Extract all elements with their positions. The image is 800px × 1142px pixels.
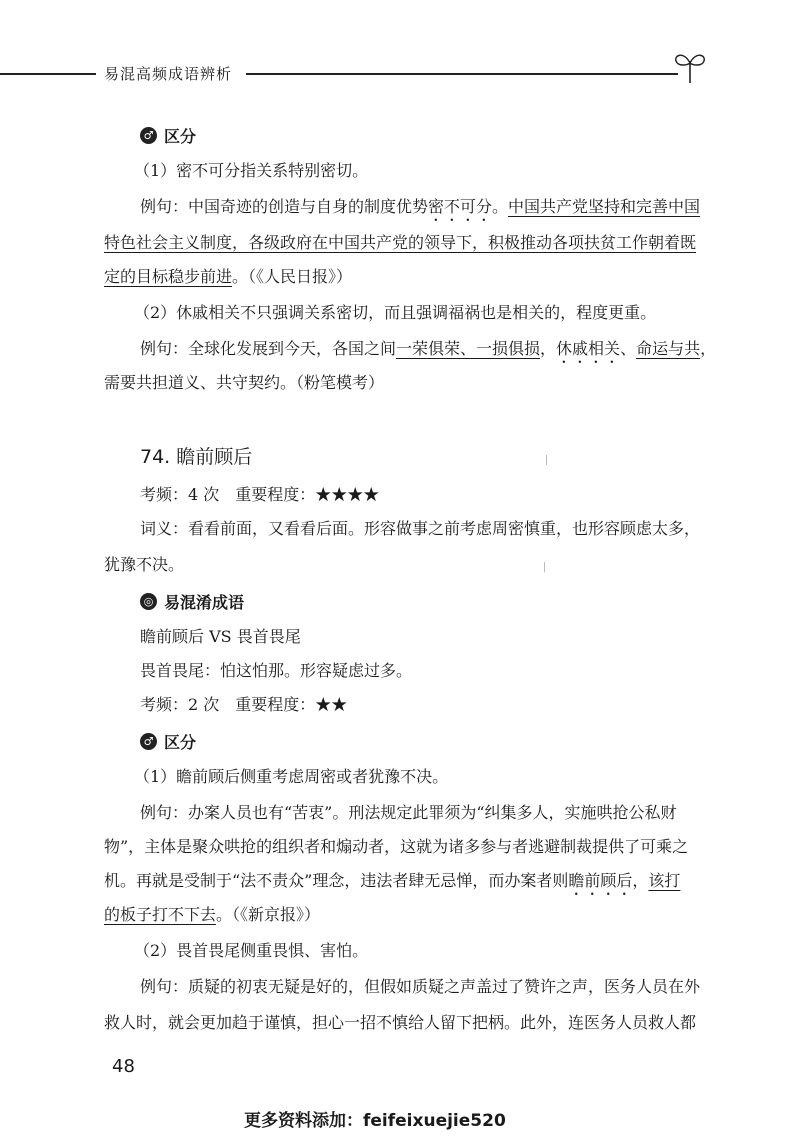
section-title: 易混淆成语 — [164, 593, 245, 612]
underlined-text: 该打 — [648, 871, 681, 890]
text: 机。再就是受制于“法不责众”理念，违法者肆无忌惮，而办案者则 — [104, 871, 569, 890]
text: 。 — [492, 197, 509, 216]
point-2: （2）休戚相关不只强调关系密切，而且强调福祸也是相关的，程度更重。 — [134, 303, 657, 322]
point-1: （1）密不可分指关系特别密切。 — [134, 161, 369, 180]
sprout-icon — [672, 47, 708, 87]
text: ， — [700, 339, 717, 358]
definition-line: 畏首畏尾：怕这怕那。形容疑虑过多。 — [140, 661, 413, 680]
example-1-line-2: 特色社会主义制度，各级政府在中国共产党的领导下，积极推动各项扶贫工作朝着既 — [104, 233, 697, 252]
source-citation: 。（《人民日报》） — [232, 267, 353, 286]
point-1: （1）瞻前顾后侧重考虑周密或者犹豫不决。 — [134, 767, 449, 786]
scan-artifact — [546, 455, 547, 465]
meaning-line-2: 犹豫不决。 — [104, 555, 185, 574]
source-citation: 。（《新京报》） — [216, 905, 321, 924]
example-3-line-1: 例句：办案人员也有“苦衷”。刑法规定此罪须为“纠集多人，实施哄抢公私财 — [140, 803, 677, 822]
frequency-line: 考频：4 次 重要程度：★★★★ — [140, 485, 380, 504]
example-2-line-2: 需要共担道义、共守契约。（粉笔模考） — [104, 373, 385, 392]
section-title: 区分 — [164, 733, 197, 752]
versus-line: 瞻前顾后 VS 畏首畏尾 — [140, 627, 301, 646]
example-3-line-4 — [104, 904, 320, 926]
section-heading-confusable — [140, 590, 244, 613]
text: 例句：全球化发展到今天，各国之间 — [140, 339, 397, 358]
section-title: 区分 — [164, 127, 197, 146]
underlined-text: 命运与共 — [636, 339, 701, 358]
text: 、 — [620, 339, 637, 358]
page-number: 48 — [112, 1056, 135, 1077]
confusable-icon: ◎ — [140, 593, 157, 610]
point-2: （2）畏首畏尾侧重畏惧、害怕。 — [134, 941, 369, 960]
example-1-line-3 — [104, 266, 352, 288]
scan-artifact — [544, 562, 545, 572]
section-heading-distinguish — [140, 730, 196, 753]
meaning-line-1: 词义：看看前面，又看看后面。形容做事之前考虑周密慎重，也形容顾虑太多， — [140, 519, 701, 538]
underlined-text: 中国共产党坚持和完善中国 — [508, 197, 701, 216]
example-3-line-2: 物”，主体是聚众哄抢的组织者和煽动者，这就为诸多参与者逃避制裁提供了可乘之 — [104, 837, 689, 856]
distinguish-icon: ♂ — [140, 733, 157, 750]
example-3-line-3 — [104, 870, 680, 899]
distinguish-icon: ♂ — [140, 127, 157, 144]
emphasized-idiom: 密不可分 — [428, 197, 493, 216]
header-rule-right — [246, 73, 678, 75]
example-1-line-1 — [140, 196, 700, 225]
header-rule-left — [0, 73, 96, 75]
underlined-text: 一荣俱荣、一损俱损 — [396, 339, 541, 358]
example-4-line-1: 例句：质疑的初衷无疑是好的，但假如质疑之声盖过了赞许之声，医务人员在外 — [140, 977, 701, 996]
emphasized-idiom: 休戚相关 — [556, 339, 621, 358]
underlined-text: 的板子打不下去 — [104, 905, 217, 924]
example-4-line-2: 救人时，就会更加趋于谨慎，担心一招不慎给人留下把柄。此外，连医务人员救人都 — [104, 1013, 697, 1032]
emphasized-idiom: 瞻前顾后 — [568, 871, 633, 890]
example-2-line-1 — [140, 338, 716, 367]
text: ， — [540, 339, 557, 358]
underlined-text: 定的目标稳步前进 — [104, 267, 233, 286]
text: 例句：中国奇迹的创造与自身的制度优势 — [140, 197, 429, 216]
entry-title: 74. 瞻前顾后 — [140, 446, 253, 468]
frequency-line: 考频：2 次 重要程度：★★ — [140, 695, 348, 714]
running-header — [0, 55, 800, 95]
section-heading-distinguish — [140, 124, 196, 147]
footer-note: 更多资料添加：feifeixuejie520 — [244, 1111, 506, 1131]
text: ， — [632, 871, 649, 890]
header-title: 易混高频成语辨析 — [104, 65, 233, 83]
